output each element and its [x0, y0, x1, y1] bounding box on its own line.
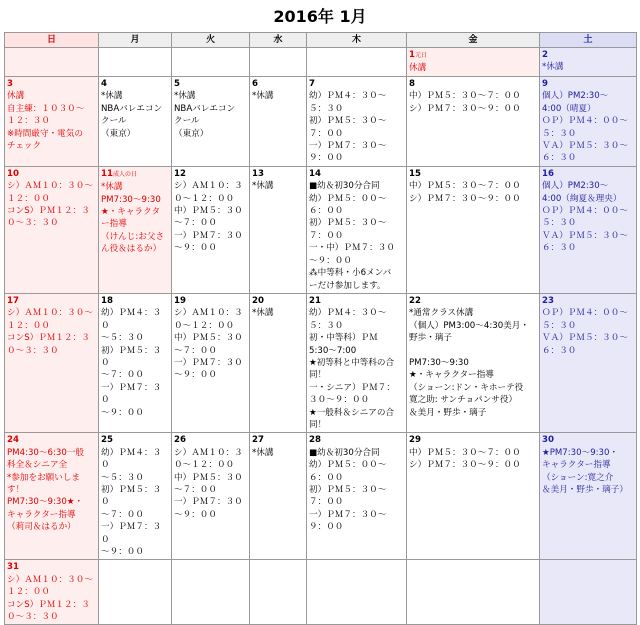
day-number: 10: [7, 168, 19, 179]
day-number: 16: [542, 168, 554, 179]
day-cell-28[interactable]: [307, 433, 407, 560]
day-schedule: 中）ＰＭ５：３０〜７：００ シ）ＰＭ７：３０〜９：００: [409, 91, 521, 114]
day-number: 12: [174, 168, 186, 179]
day-cell-2[interactable]: [540, 48, 637, 77]
day-schedule: 幼）ＰＭ４：３０〜 ５：３０ 初・中等科）ＰＭ 5:30〜7:00 ★初等科と中等科の合 同！ 一・シニア）ＰＭ７： ３０〜９：００ ★一般科＆シニアの合 同！: [309, 308, 395, 430]
day-number: 25: [101, 435, 113, 446]
day-schedule: *休講 NBAバレエコン クール （東京）: [101, 91, 163, 139]
week-row: [5, 166, 637, 293]
day-schedule: 休講: [409, 63, 427, 74]
day-cell-1[interactable]: [407, 48, 540, 77]
day-number: 6: [252, 79, 258, 89]
calendar-grid: [4, 32, 637, 625]
day-number: 31: [7, 562, 19, 573]
day-schedule: ■幼＆初30分合同 幼）ＰＭ５：００〜 ６：００ 初）ＰＭ５：３０〜 ７：００ 一・中）ＰＭ７：３０ 〜９：００ ⁂中等科・小6メンバ ーだけ参加します。: [309, 181, 395, 291]
empty-day-cell: [250, 48, 307, 77]
day-cell-8[interactable]: [407, 77, 540, 167]
day-schedule: ★PM7:30〜9:30・ キャラクター指導 （ショーン:寛之介 ＆美月・野歩・璃子）: [542, 447, 628, 495]
day-schedule: 中）ＰＭ５：３０〜７：００ シ）ＰＭ７：３０〜９：００: [409, 447, 521, 471]
day-schedule: *休講: [252, 308, 274, 319]
week-row: [5, 48, 637, 77]
day-cell-6[interactable]: [250, 77, 307, 167]
week-row: [5, 433, 637, 560]
day-cell-14[interactable]: [307, 166, 407, 293]
header-saturday: 土: [540, 33, 637, 48]
empty-day-cell: [5, 48, 99, 77]
day-schedule: *休講: [252, 447, 274, 458]
day-cell-29[interactable]: [407, 433, 540, 560]
empty-day-cell: [307, 560, 407, 625]
day-cell-16[interactable]: [540, 166, 637, 293]
empty-day-cell: [307, 48, 407, 77]
day-cell-25[interactable]: [99, 433, 172, 560]
day-cell-24[interactable]: [5, 433, 99, 560]
day-cell-18[interactable]: [99, 293, 172, 432]
day-number: 22: [409, 295, 421, 306]
day-schedule: ＯＰ）ＰＭ４：００〜 ５：３０ ＶＡ）ＰＭ５：３０〜 ６：３０: [542, 308, 628, 356]
day-cell-7[interactable]: [307, 77, 407, 167]
day-number: 21: [309, 295, 321, 306]
empty-day-cell: [407, 560, 540, 625]
day-cell-11[interactable]: [99, 166, 172, 293]
calendar-title: 2016年 1月: [273, 7, 367, 26]
empty-day-cell: [172, 560, 250, 625]
day-number: 24: [7, 435, 19, 446]
day-number: 26: [174, 435, 186, 446]
day-schedule: シ）ＡＭ１０：３０〜 １２：００ コンS）ＰＭ１２：３ ０〜３：３０: [7, 574, 93, 623]
day-schedule: シ）ＡＭ１０：３ ０〜１２：００ 中）ＰＭ５：３０ 〜７：００ 一）ＰＭ７：３０ 〜９：００: [174, 447, 243, 520]
empty-day-cell: [99, 560, 172, 625]
day-schedule: *休講: [252, 181, 274, 192]
header-thursday: 木: [307, 33, 407, 48]
day-number: 17: [7, 295, 19, 306]
day-schedule: 休講 自主練：１０３０〜 １２：３０ ※時間厳守・電気の チェック: [7, 91, 85, 152]
day-number: 18: [101, 295, 113, 306]
day-schedule: シ）ＡＭ１０：３０〜 １２：００ コンS）ＰＭ１２：３ ０〜３：３０: [7, 181, 93, 229]
day-schedule: *休講: [542, 62, 564, 73]
header-tuesday: 火: [172, 33, 250, 48]
day-cell-22[interactable]: [407, 293, 540, 432]
day-cell-5[interactable]: [172, 77, 250, 167]
empty-day-cell: [99, 48, 172, 77]
empty-day-cell: [540, 560, 637, 625]
day-cell-23[interactable]: [540, 293, 637, 432]
day-schedule: *休講: [252, 91, 274, 102]
day-cell-21[interactable]: [307, 293, 407, 432]
day-cell-26[interactable]: [172, 433, 250, 560]
day-cell-15[interactable]: [407, 166, 540, 293]
day-schedule: PM4:30〜6:30一般 科全＆シニア全 *参加をお願いしま す！ PM7:30〜9:30★・ キャラクター指導 （莉司＆はるか）: [7, 447, 84, 533]
day-number: 23: [542, 295, 554, 306]
day-cell-3[interactable]: [5, 77, 99, 167]
day-number: 3: [7, 79, 13, 89]
day-schedule: 個人）PM2:30〜 4:00（絢夏＆理央） ＯＰ）ＰＭ４：００〜 ５：３０ ＶＡ）ＰＭ５：３０〜 ６：３０: [542, 181, 628, 254]
day-schedule: 幼）ＰＭ４：３０ 〜５：３０ 初）ＰＭ５：３０ 〜７：００ 一）ＰＭ７：３０ 〜９：００: [101, 447, 162, 558]
day-number: 5: [174, 79, 180, 89]
day-schedule: 幼）ＰＭ４：３０〜 ５：３０ 初）ＰＭ５：３０〜 ７：００ 一）ＰＭ７：３０〜 ９：００: [309, 91, 387, 164]
day-cell-17[interactable]: [5, 293, 99, 432]
day-cell-10[interactable]: [5, 166, 99, 293]
day-number: 19: [174, 295, 186, 306]
day-number: 13: [252, 168, 264, 179]
day-number: 9: [542, 79, 548, 89]
day-number: 2: [542, 50, 548, 60]
day-schedule: ■幼＆初30分合同 幼）ＰＭ５：００〜 ６：００ 初）ＰＭ５：３０〜 ７：００ 一）ＰＭ７：３０〜 ９：００: [309, 447, 387, 533]
holiday-label: 元日: [414, 52, 427, 59]
day-number: 11: [101, 168, 113, 179]
day-number: 15: [409, 168, 421, 179]
day-schedule: *休講 NBAバレエコン クール （東京）: [174, 91, 236, 139]
day-number: 1: [409, 50, 415, 60]
day-cell-30[interactable]: [540, 433, 637, 560]
day-number: 29: [409, 435, 421, 446]
week-row: [5, 560, 637, 625]
day-schedule: 個人）PM2:30〜 4:00（晴夏） ＯＰ）ＰＭ４：００〜 ５：３０ ＶＡ）ＰＭ５：３０〜 ６：３０: [542, 91, 628, 164]
day-schedule: シ）ＡＭ１０：３ ０〜１２：００ 中）ＰＭ５：３０ 〜７：００ 一）ＰＭ７：３０ 〜９：００: [174, 308, 243, 381]
day-schedule: 幼）ＰＭ４：３０ 〜５：３０ 初）ＰＭ５：３０ 〜７：００ 一）ＰＭ７：３０ 〜９：００: [101, 308, 162, 418]
day-schedule: *通常クラス休講 （個人）PM3:00〜4:30美月・ 野歩・璃子 PM7:30〜9:30 ★・キャラクター指導 （ショーン:ドン・キホーテ役 寛之助: サンチョパンサ役） ＆美月・野歩・璃子: [409, 308, 529, 418]
day-number: 4: [101, 79, 107, 89]
day-schedule: 中）ＰＭ５：３０〜７：００ シ）ＰＭ７：３０〜９：００: [409, 181, 521, 204]
day-number: 14: [309, 168, 321, 179]
weekday-header-row: [5, 33, 637, 48]
day-cell-9[interactable]: [540, 77, 637, 167]
header-wednesday: 水: [250, 33, 307, 48]
day-schedule: シ）ＡＭ１０：３０〜 １２：００ コンS）ＰＭ１２：３ ０〜３：３０: [7, 308, 93, 356]
day-schedule: シ）ＡＭ１０：３ ０〜１２：００ 中）ＰＭ５：３０ 〜７：００ 一）ＰＭ７：３０ 〜９：００: [174, 181, 243, 254]
header-monday: 月: [99, 33, 172, 48]
empty-day-cell: [250, 560, 307, 625]
day-schedule: *休講 PM7:30〜9:30 ★・キャラクタ ー指導 （けんじ:お父さ ん役＆はるか）: [101, 182, 165, 255]
holiday-label: 成人の日: [112, 170, 137, 178]
header-sunday: 日: [5, 33, 99, 48]
day-cell-4[interactable]: [99, 77, 172, 167]
empty-day-cell: [172, 48, 250, 77]
day-cell-31[interactable]: [5, 560, 99, 625]
day-number: 27: [252, 435, 264, 446]
day-number: 20: [252, 295, 264, 306]
day-cell-13[interactable]: [250, 166, 307, 293]
day-number: 7: [309, 79, 315, 89]
header-friday: 金: [407, 33, 540, 48]
week-row: [5, 293, 637, 432]
day-cell-19[interactable]: [172, 293, 250, 432]
day-number: 28: [309, 435, 321, 446]
day-cell-27[interactable]: [250, 433, 307, 560]
day-number: 8: [409, 79, 415, 89]
day-number: 30: [542, 435, 554, 446]
day-cell-20[interactable]: [250, 293, 307, 432]
week-row: [5, 77, 637, 167]
day-cell-12[interactable]: [172, 166, 250, 293]
